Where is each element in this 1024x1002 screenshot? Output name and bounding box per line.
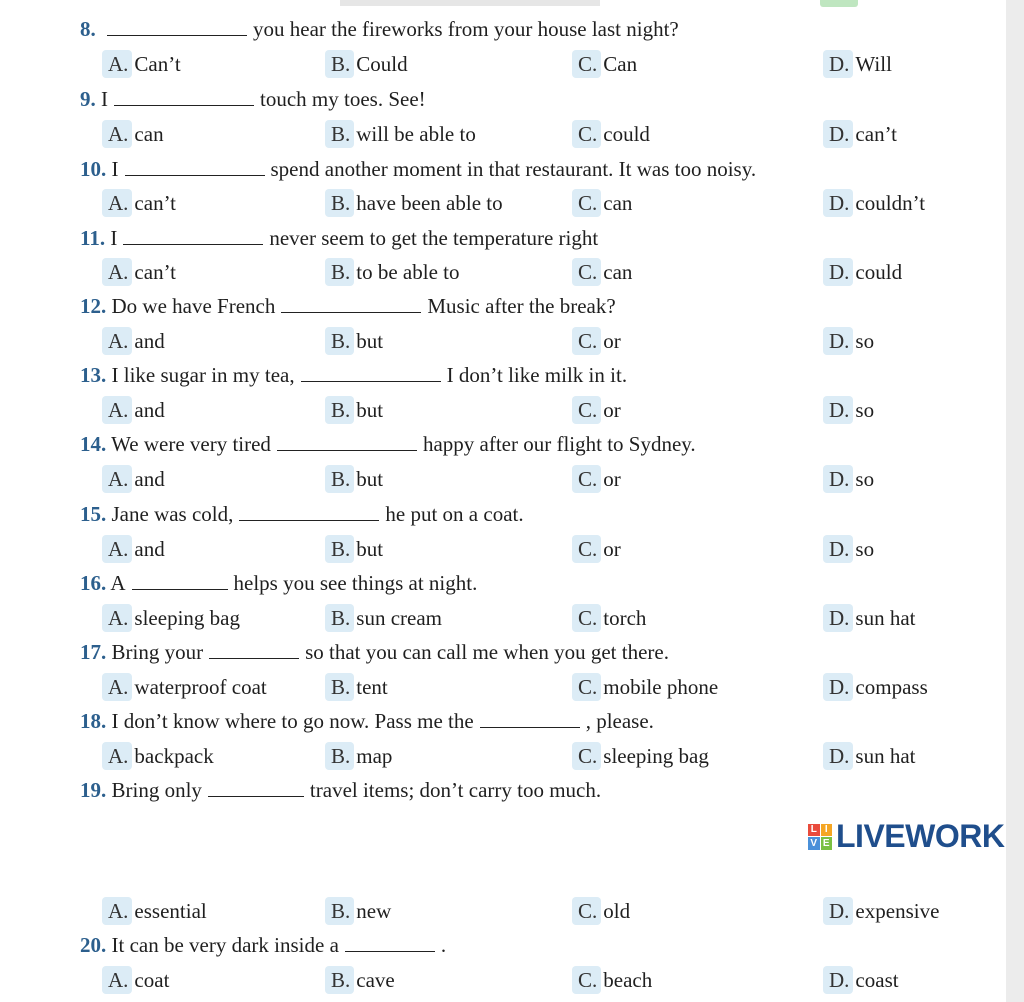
option-letter: C. [572,897,601,925]
option-b[interactable] [325,465,383,493]
option-text: coast [855,968,899,992]
option-letter: C. [572,604,601,632]
option-letter: D. [823,258,853,286]
question-text-after: he put on a coat. [385,502,524,526]
option-letter: C. [572,673,601,701]
answer-blank[interactable] [125,157,265,176]
livework-logo [808,818,1004,855]
option-text: to be able to [356,260,460,284]
option-letter: A. [102,189,132,217]
question-number: 20. [80,933,107,957]
option-text: or [603,537,621,561]
option-letter: B. [325,258,354,286]
option-b[interactable] [325,673,388,701]
option-letter: A. [102,535,132,563]
question-text-after: I don’t like milk in it. [446,363,628,387]
option-letter: B. [325,604,354,632]
option-text: but [356,467,384,491]
option-text: Could [356,52,408,76]
question-text-after: Music after the break? [427,294,616,318]
option-d[interactable] [823,966,899,994]
option-d[interactable] [823,258,902,286]
option-letter: D. [823,897,853,925]
question-number: 14. [80,432,107,456]
option-text: can [134,122,164,146]
option-b[interactable] [325,604,442,632]
option-text: so [855,537,875,561]
option-a[interactable] [102,258,176,286]
question-number: 17. [80,640,107,664]
option-letter: A. [102,50,132,78]
option-c[interactable] [572,120,650,148]
option-letter: B. [325,50,354,78]
question-number: 11. [80,226,106,250]
option-d[interactable] [823,535,874,563]
option-letter: D. [823,396,853,424]
option-c[interactable] [572,396,621,424]
question-18 [80,708,654,734]
question-10 [80,156,756,182]
answer-blank[interactable] [132,571,228,590]
previous-question-remnant [340,0,600,6]
option-text: Can’t [134,52,181,76]
question-text-after: spend another moment in that restaurant. It was too noisy. [270,157,757,181]
answer-blank[interactable] [123,226,263,245]
option-text: new [356,899,392,923]
option-d[interactable] [823,327,874,355]
option-b[interactable] [325,897,391,925]
option-text: expensive [855,899,940,923]
option-b[interactable] [325,189,503,217]
option-b[interactable] [325,120,476,148]
livework-logo-mark-icon: L I V E [808,824,832,850]
option-text: sun cream [356,606,442,630]
option-c[interactable] [572,673,718,701]
question-text-before: Bring your [111,640,204,664]
option-text: but [356,537,384,561]
option-text: torch [603,606,647,630]
question-13 [80,362,627,388]
question-20 [80,932,446,958]
question-text-before: I like sugar in my tea, [111,363,295,387]
option-d[interactable] [823,396,874,424]
answer-blank[interactable] [209,640,299,659]
option-d[interactable] [823,742,916,770]
previous-option-remnant [820,0,858,7]
question-8 [80,16,679,42]
option-c[interactable] [572,327,621,355]
option-text: or [603,398,621,422]
question-number: 9. [80,87,96,111]
option-letter: B. [325,897,354,925]
question-text-before: I don’t know where to go now. Pass me the [111,709,474,733]
option-letter: D. [823,742,853,770]
option-text: can [603,191,633,215]
option-text: waterproof coat [134,675,267,699]
option-letter: B. [325,535,354,563]
option-letter: D. [823,327,853,355]
question-9 [80,86,426,112]
option-text: can [603,260,633,284]
option-letter: A. [102,258,132,286]
option-letter: A. [102,966,132,994]
option-letter: D. [823,604,853,632]
question-text-before: It can be very dark inside a [111,933,339,957]
option-text: tent [356,675,388,699]
option-d[interactable] [823,673,928,701]
option-letter: C. [572,535,601,563]
option-text: compass [855,675,928,699]
option-letter: B. [325,742,354,770]
question-number: 12. [80,294,107,318]
option-text: but [356,329,384,353]
option-letter: B. [325,120,354,148]
option-text: or [603,329,621,353]
option-a[interactable] [102,535,165,563]
question-number: 15. [80,502,107,526]
option-b[interactable] [325,50,408,78]
option-b[interactable] [325,327,383,355]
question-text-before: I [101,87,108,111]
option-letter: D. [823,189,853,217]
question-12 [80,293,616,319]
livework-logo-text: LIVEWORK [836,818,1005,854]
option-c[interactable] [572,189,632,217]
option-text: map [356,744,393,768]
option-c[interactable] [572,897,630,925]
question-text-before: I [111,157,119,181]
option-text: mobile phone [603,675,719,699]
option-d[interactable] [823,897,939,925]
option-a[interactable] [102,396,165,424]
option-c[interactable] [572,604,646,632]
option-a[interactable] [102,966,169,994]
question-text-before: Jane was cold, [111,502,234,526]
option-text: essential [134,899,207,923]
option-letter: C. [572,966,601,994]
question-text-before: Bring only [111,778,202,802]
option-letter: C. [572,396,601,424]
option-letter: D. [823,50,853,78]
option-letter: D. [823,966,853,994]
question-11 [80,225,598,251]
option-text: can’t [134,260,177,284]
option-letter: C. [572,327,601,355]
option-letter: D. [823,673,853,701]
question-17 [80,639,669,665]
option-text: can’t [855,122,898,146]
option-letter: C. [572,742,601,770]
option-c[interactable] [572,742,709,770]
option-a[interactable] [102,327,165,355]
answer-blank[interactable] [114,87,254,106]
option-c[interactable] [572,465,621,493]
question-16 [80,570,477,596]
option-letter: A. [102,897,132,925]
option-text: Will [855,52,892,76]
option-a[interactable] [102,465,165,493]
question-text-after: . [440,933,447,957]
option-b[interactable] [325,535,383,563]
option-a[interactable] [102,673,267,701]
option-text: can’t [134,191,177,215]
answer-blank[interactable] [277,432,417,451]
option-text: and [134,329,165,353]
option-text: and [134,467,165,491]
option-text: will be able to [356,122,476,146]
answer-blank[interactable] [301,363,441,382]
option-d[interactable] [823,604,916,632]
option-text: have been able to [356,191,503,215]
option-letter: C. [572,50,601,78]
option-text: couldn’t [855,191,926,215]
option-text: cave [356,968,395,992]
option-letter: C. [572,465,601,493]
answer-blank[interactable] [107,17,247,36]
option-letter: A. [102,327,132,355]
option-b[interactable] [325,258,459,286]
option-letter: B. [325,673,354,701]
option-d[interactable] [823,189,925,217]
option-text: backpack [134,744,214,768]
question-text-before: We were very tired [111,432,271,456]
option-text: or [603,467,621,491]
option-a[interactable] [102,897,207,925]
option-text: sun hat [855,606,916,630]
page-edge-shadow [1006,0,1024,1002]
option-a[interactable] [102,50,181,78]
option-text: coat [134,968,170,992]
option-c[interactable] [572,535,621,563]
answer-blank[interactable] [208,778,304,797]
option-c[interactable] [572,50,637,78]
option-letter: B. [325,327,354,355]
option-d[interactable] [823,50,892,78]
option-text: sleeping bag [134,606,240,630]
option-letter: D. [823,535,853,563]
question-19 [80,777,601,803]
option-text: beach [603,968,653,992]
option-c[interactable] [572,258,632,286]
option-b[interactable] [325,966,395,994]
question-text-after: helps you see things at night. [233,571,478,595]
question-text-before: A [110,571,126,595]
option-letter: B. [325,465,354,493]
question-number: 16. [80,571,107,595]
option-letter: B. [325,396,354,424]
option-a[interactable] [102,120,164,148]
option-letter: A. [102,465,132,493]
option-b[interactable] [325,396,383,424]
answer-blank[interactable] [281,294,421,313]
answer-blank[interactable] [480,709,580,728]
option-letter: A. [102,120,132,148]
option-text: and [134,537,165,561]
option-d[interactable] [823,465,874,493]
question-text-after: you hear the fireworks from your house last night? [253,17,679,41]
option-letter: A. [102,742,132,770]
option-letter: A. [102,673,132,701]
question-text-after: , please. [585,709,654,733]
option-text: so [855,329,875,353]
option-letter: B. [325,966,354,994]
option-a[interactable] [102,742,214,770]
question-14 [80,431,696,457]
option-a[interactable] [102,604,240,632]
option-letter: C. [572,189,601,217]
option-text: so [855,467,875,491]
option-letter: B. [325,189,354,217]
question-text-before: Do we have French [111,294,276,318]
option-letter: A. [102,604,132,632]
option-text: sleeping bag [603,744,709,768]
answer-blank[interactable] [239,502,379,521]
option-letter: A. [102,396,132,424]
option-text: and [134,398,165,422]
option-text: could [603,122,650,146]
question-number: 8. [80,17,96,41]
option-letter: D. [823,465,853,493]
question-text-after: so that you can call me when you get there. [305,640,669,664]
question-number: 10. [80,157,107,181]
option-b[interactable] [325,742,392,770]
question-text-after: happy after our flight to Sydney. [422,432,696,456]
option-d[interactable] [823,120,897,148]
option-letter: C. [572,120,601,148]
question-15 [80,501,524,527]
question-text-after: touch my toes. See! [260,87,426,111]
question-number: 18. [80,709,107,733]
question-number: 19. [80,778,107,802]
option-text: could [855,260,903,284]
option-text: sun hat [855,744,916,768]
option-text: Can [603,52,638,76]
question-number: 13. [80,363,107,387]
question-text-after: never seem to get the temperature right [269,226,599,250]
question-text-after: travel items; don’t carry too much. [309,778,602,802]
option-a[interactable] [102,189,176,217]
option-letter: C. [572,258,601,286]
option-c[interactable] [572,966,652,994]
option-letter: D. [823,120,853,148]
option-text: so [855,398,875,422]
option-text: but [356,398,384,422]
option-text: old [603,899,631,923]
answer-blank[interactable] [345,933,435,952]
question-text-before: I [110,226,118,250]
